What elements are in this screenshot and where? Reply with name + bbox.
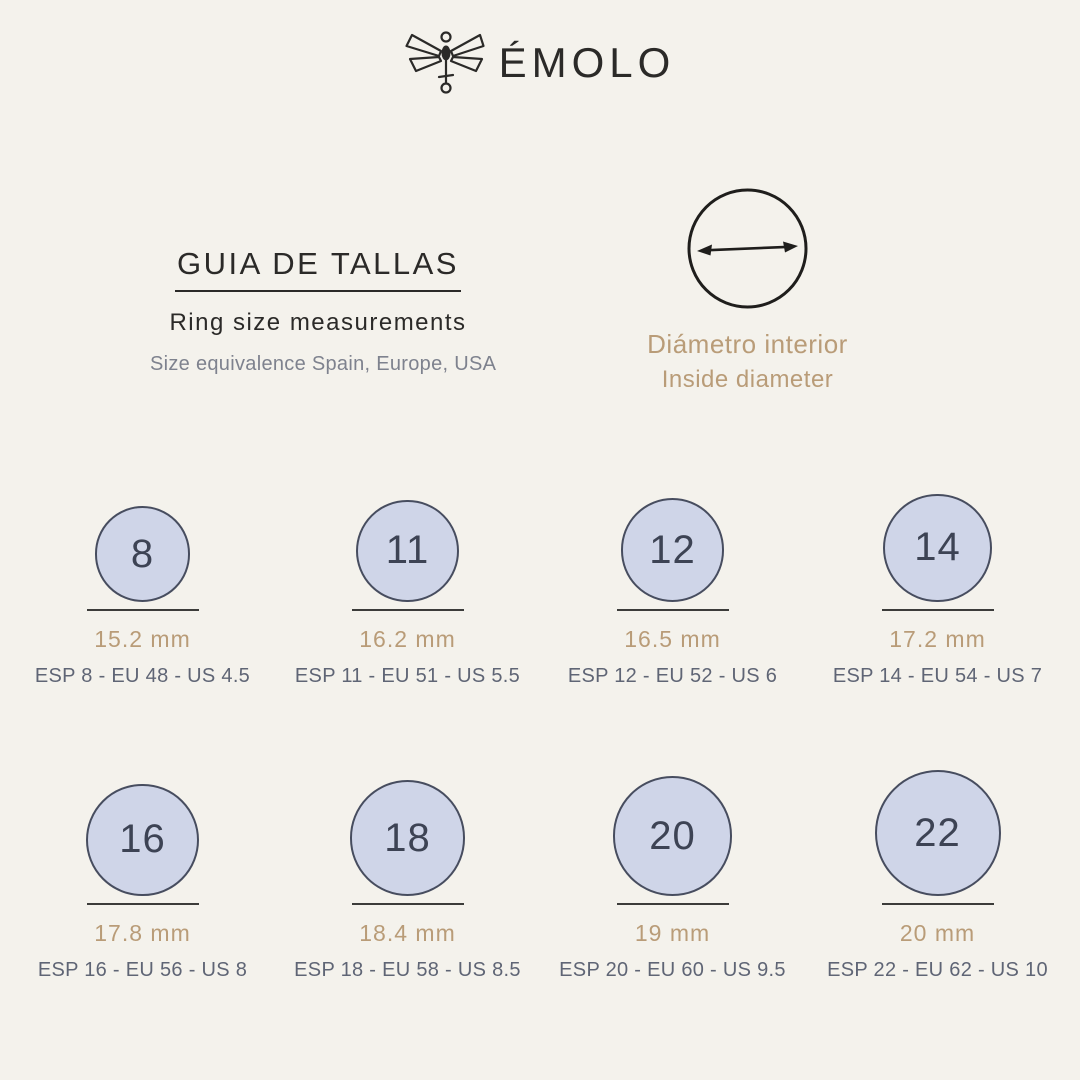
header-block xyxy=(150,246,497,376)
ring-circle-area xyxy=(86,768,198,896)
page-subtitle: Ring size measurements xyxy=(169,309,467,336)
ring-size-item xyxy=(10,768,275,982)
measure-line xyxy=(882,609,994,611)
ring-circle xyxy=(875,770,1001,896)
diameter-label-en: Inside diameter xyxy=(661,366,834,393)
inner-diameter-mm: 15.2 mm xyxy=(94,626,191,652)
ring-size-item xyxy=(805,490,1070,688)
measure-line xyxy=(87,609,199,611)
ring-circle xyxy=(621,498,725,602)
ring-circle xyxy=(350,780,466,896)
measure-line xyxy=(617,903,729,905)
inner-diameter-mm: 17.8 mm xyxy=(94,920,191,946)
brand-name: ÉMOLO xyxy=(498,39,676,86)
size-equivalence: ESP 12 - EU 52 - US 6 xyxy=(567,665,778,687)
ring-size-item xyxy=(275,490,540,688)
inner-diameter-figure xyxy=(640,186,855,394)
inner-diameter-mm: 17.2 mm xyxy=(889,626,986,652)
ring-size-number: 20 xyxy=(649,813,696,858)
inner-diameter-mm: 16.2 mm xyxy=(359,626,456,652)
ring-size-item xyxy=(540,490,805,688)
measure-line xyxy=(882,903,994,905)
ring-size-number: 18 xyxy=(384,815,431,860)
inner-diameter-mm: 16.5 mm xyxy=(624,626,721,652)
ring-circle xyxy=(613,776,733,896)
rings-row-1 xyxy=(10,490,1070,688)
ring-size-number: 12 xyxy=(649,527,696,572)
ring-circle-area xyxy=(356,490,458,602)
ring-size-item xyxy=(10,490,275,688)
ring-circle-area xyxy=(621,490,725,602)
ring-size-item xyxy=(805,768,1070,982)
ring-size-number: 22 xyxy=(914,810,961,855)
inner-diameter-mm: 19 mm xyxy=(634,920,711,946)
ring-circle-area xyxy=(613,768,733,896)
equivalence-note: Size equivalence Spain, Europe, USA xyxy=(150,353,497,375)
measure-line xyxy=(87,903,199,905)
ring-circle-area xyxy=(883,490,991,602)
measure-line xyxy=(617,609,729,611)
size-equivalence: ESP 14 - EU 54 - US 7 xyxy=(832,665,1043,687)
inner-diameter-mm: 18.4 mm xyxy=(359,920,456,946)
ring-circle xyxy=(86,784,198,896)
ring-circle xyxy=(356,500,458,602)
dragonfly-icon xyxy=(405,30,485,96)
ring-size-number: 8 xyxy=(130,531,155,576)
measure-line xyxy=(352,609,464,611)
circle-diameter-arrow-icon xyxy=(685,186,810,311)
measure-line xyxy=(352,903,464,905)
size-equivalence: ESP 8 - EU 48 - US 4.5 xyxy=(34,665,251,687)
diameter-caption xyxy=(640,329,855,394)
ring-circle-area xyxy=(350,768,466,896)
ring-size-number: 16 xyxy=(119,817,166,862)
ring-size-item xyxy=(540,768,805,982)
ring-size-number: 11 xyxy=(385,528,430,573)
brand-logo xyxy=(0,30,1080,96)
ring-size-number: 14 xyxy=(914,525,961,570)
size-equivalence: ESP 16 - EU 56 - US 8 xyxy=(37,959,248,981)
size-equivalence: ESP 11 - EU 51 - US 5.5 xyxy=(294,665,521,687)
size-equivalence: ESP 22 - EU 62 - US 10 xyxy=(827,959,1048,981)
diameter-label-es: Diámetro interior xyxy=(647,329,848,359)
inner-diameter-mm: 20 mm xyxy=(899,920,976,946)
ring-circle xyxy=(883,494,991,602)
size-equivalence: ESP 20 - EU 60 - US 9.5 xyxy=(559,959,786,981)
rings-row-2 xyxy=(10,768,1070,982)
ring-size-item xyxy=(275,768,540,982)
ring-circle xyxy=(95,506,191,602)
ring-circle-area xyxy=(875,768,1001,896)
ring-circle-area xyxy=(95,490,191,602)
size-equivalence: ESP 18 - EU 58 - US 8.5 xyxy=(294,959,521,981)
page-title: GUIA DE TALLAS xyxy=(175,246,461,292)
